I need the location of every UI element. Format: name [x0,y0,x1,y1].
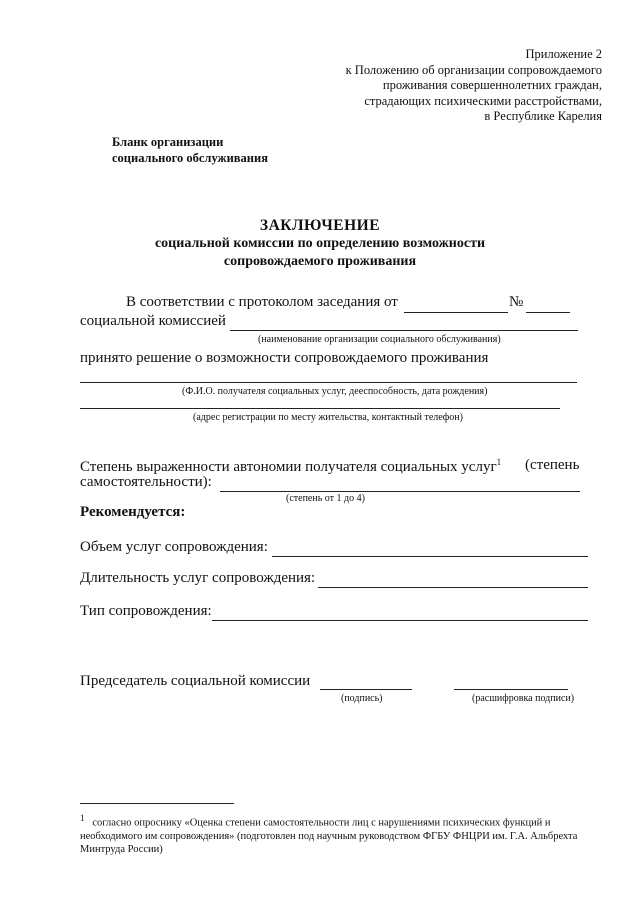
appendix-line: в Республике Карелия [484,109,602,123]
protocol-number-sign: № [509,294,524,310]
signature-field[interactable] [320,689,412,690]
appendix-line: проживания совершеннолетних граждан, [382,78,602,92]
footnote-text: согласно опроснику «Оценка степени самостоятельности лиц с нарушениями психических функций и необходимого им сопровождения» (подготовлен под научным руководством ФГБУ ФНЦРИ им. Г.А. Альбрехта Минтруда России) [80,817,578,855]
protocol-text: В соответствии с протоколом заседания от [126,294,398,310]
appendix-line: к Положению об организации сопровождаемого [345,62,602,77]
chairman-label: Председатель социальной комиссии [80,673,311,689]
appendix-line: Приложение 2 [525,47,602,61]
recommend-heading: Рекомендуется: [80,504,186,520]
signature-decode-field[interactable] [454,689,568,690]
footnote-mark: 1 [80,813,85,823]
type-label: Тип сопровождения: [80,603,212,619]
signature-caption: (подпись) [341,693,383,704]
blank-line-2: социального обслуживания [112,151,268,165]
autonomy-line-1-end: (степень [525,457,580,473]
organization-blank-label [112,134,268,166]
address-caption: (адрес регистрации по месту жительства, контактный телефон) [193,412,463,423]
protocol-date-field[interactable] [404,312,508,313]
commission-label: социальной комиссией [80,313,226,329]
autonomy-caption: (степень от 1 до 4) [286,493,365,504]
appendix-header [346,47,602,125]
protocol-number-field[interactable] [526,312,570,313]
type-field[interactable] [212,620,588,621]
signature-decode-caption: (расшифровка подписи) [472,693,575,704]
autonomy-line-2: самостоятельности): [80,474,212,490]
commission-name-field[interactable] [230,330,578,331]
blank-line-1: Бланк организации [112,135,224,149]
duration-label: Длительность услуг сопровождения: [80,570,316,586]
document-subtitle-line-2: сопровождаемого проживания [223,254,417,269]
footnote-reference: 1 [496,457,502,467]
duration-field[interactable] [318,587,588,588]
footnote [80,812,590,856]
autonomy-degree-field[interactable] [220,491,580,492]
appendix-line: страдающих психическими расстройствами, [364,93,602,108]
commission-caption: (наименование организации социального обслуживания) [258,334,501,345]
autonomy-line-1: Степень выраженности автономии получателя социальных услуг [80,459,497,475]
volume-label: Объем услуг сопровождения: [80,539,268,555]
document-title: ЗАКЛЮЧЕНИЕ [259,217,381,234]
address-field[interactable] [80,408,560,409]
decision-text: принято решение о возможности сопровождаемого проживания [80,350,489,366]
footnote-separator [80,803,234,804]
volume-field[interactable] [272,556,588,557]
recipient-fio-field[interactable] [80,382,577,383]
fio-caption: (Ф.И.О. получателя социальных услуг, дееспособность, дата рождения) [182,386,488,397]
document-subtitle-line-1: социальной комиссии по определению возможности [154,236,486,251]
